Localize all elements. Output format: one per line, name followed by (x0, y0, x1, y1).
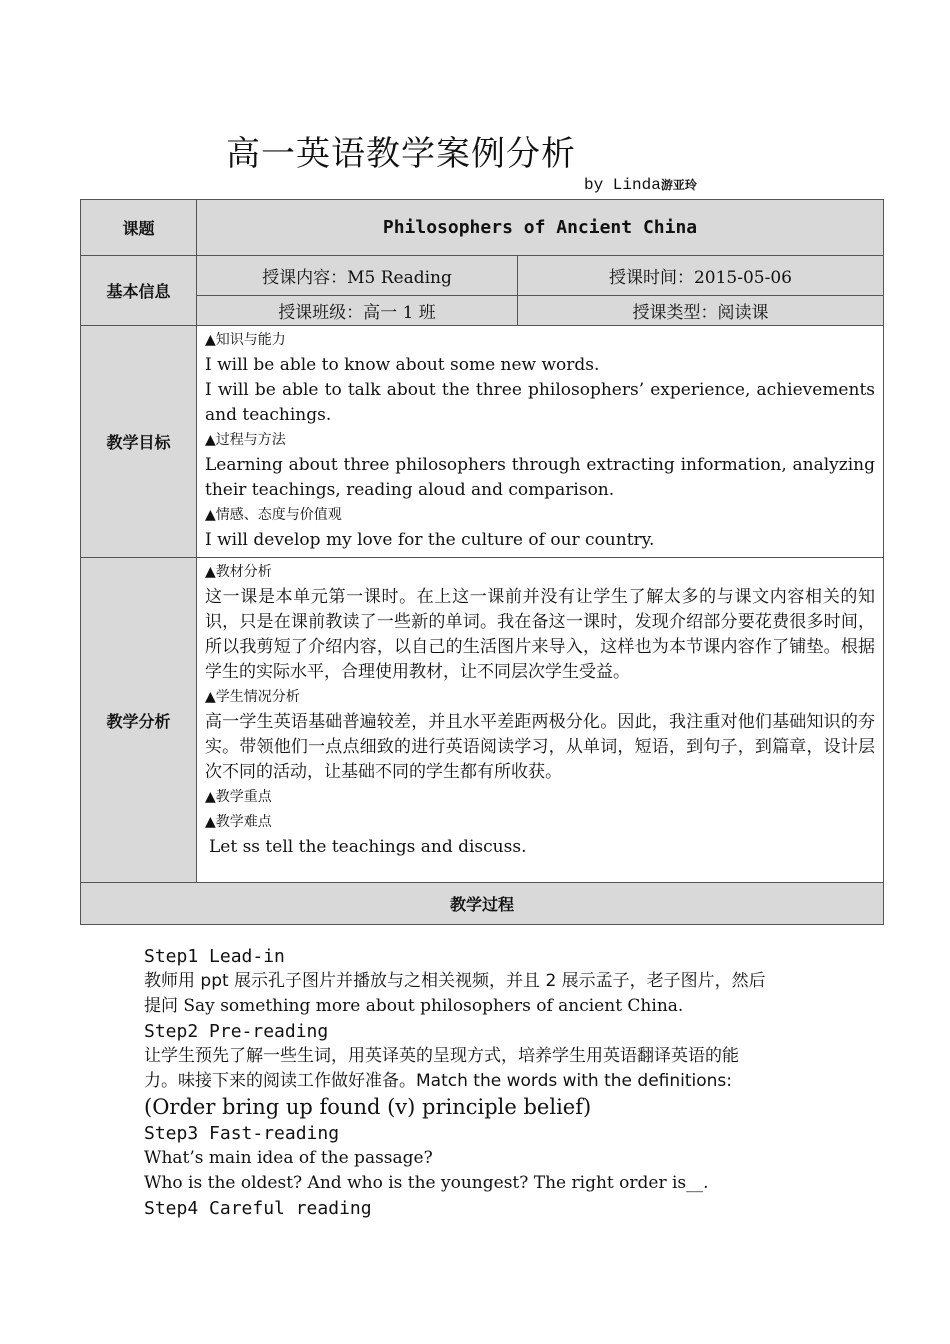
topic-value: Philosophers of Ancient China (197, 200, 884, 256)
author-name: 游亚玲 (660, 178, 697, 192)
step-text: 提问 Say something more about philosophers of ancient China. (144, 996, 684, 1016)
goals-text: I will develop my love for the culture of our country. (205, 530, 655, 550)
step-text: Who is the oldest? And who is the youngest? The right order is__. (144, 1173, 709, 1193)
teaching-steps (144, 944, 824, 1221)
lesson-time: 授课时间：2015-05-06 (518, 256, 884, 296)
analysis-heading-material: ▲教材分析 (205, 564, 272, 580)
step-text: 让学生预先了解一些生词，用英译英的呈现方式，培养学生用英语翻译英语的能 (144, 1046, 739, 1066)
step-title: Step1 Lead-in (144, 946, 285, 967)
step-title: Step2 Pre-reading (144, 1021, 329, 1042)
document-title: 高一英语教学案例分析 (226, 134, 576, 174)
lesson-type: 授课类型：阅读课 (518, 296, 884, 326)
goals-text: Learning about three philosophers through extracting information, analyzing their teachings, reading aloud and comparison. (205, 455, 875, 500)
topic-label: 课题 (81, 200, 197, 256)
step-title: Step4 Careful reading (144, 1198, 372, 1219)
step-text: (Order bring up found (v) principle belief) (144, 1095, 592, 1119)
step-title: Step3 Fast-reading (144, 1123, 340, 1144)
analysis-label: 教学分析 (81, 558, 197, 883)
analysis-heading-difficulties: ▲教学难点 (205, 814, 272, 830)
lesson-class: 授课班级：高一 1 班 (197, 296, 518, 326)
author-byline (584, 176, 697, 194)
step-text: 教师用 ppt 展示孔子图片并播放与之相关视频，并且 2 展示孟子，老子图片，然后 (144, 971, 766, 991)
goals-heading-process: ▲过程与方法 (205, 432, 286, 448)
goals-text: I will be able to talk about the three philosophers’ experience, achievements and teachings. (205, 380, 875, 425)
step-text: 力。味接下来的阅读工作做好准备。Match the words with the definitions: (144, 1071, 733, 1091)
analysis-heading-students: ▲学生情况分析 (205, 689, 300, 705)
step-text: What’s main idea of the passage? (144, 1148, 433, 1168)
analysis-text: 高一学生英语基础普遍较差，并且水平差距两极分化。因此，我注重对他们基础知识的夯实。带领他们一点点细致的进行英语阅读学习，从单词，短语，到句子，到篇章，设计层次不同的活动，让基础不同的学生都有所收获。 (205, 712, 875, 782)
goals-heading-knowledge: ▲知识与能力 (205, 332, 286, 348)
lesson-plan-table (80, 199, 884, 925)
goals-cell (197, 326, 884, 558)
goals-heading-attitude: ▲情感、态度与价值观 (205, 507, 342, 523)
lesson-content: 授课内容：M5 Reading (197, 256, 518, 296)
analysis-text: 这一课是本单元第一课时。在上这一课前并没有让学生了解太多的与课文内容相关的知识，只是在课前教读了一些新的单词。我在备这一课时，发现介绍部分要花费很多时间，所以我剪短了介绍内容，以自己的生活图片来导入，这样也为本节课内容作了铺垫。根据学生的实际水平，合理使用教材，让不同层次学生受益。 (205, 587, 875, 682)
byline-prefix: by Linda (584, 176, 661, 194)
basic-info-label: 基本信息 (81, 256, 197, 326)
analysis-heading-key-points: ▲教学重点 (205, 789, 272, 805)
goals-text: I will be able to know about some new words. (205, 355, 600, 375)
analysis-text: Let ss tell the teachings and discuss. (209, 837, 527, 857)
analysis-cell (197, 558, 884, 883)
process-heading: 教学过程 (81, 883, 884, 925)
goals-label: 教学目标 (81, 326, 197, 558)
